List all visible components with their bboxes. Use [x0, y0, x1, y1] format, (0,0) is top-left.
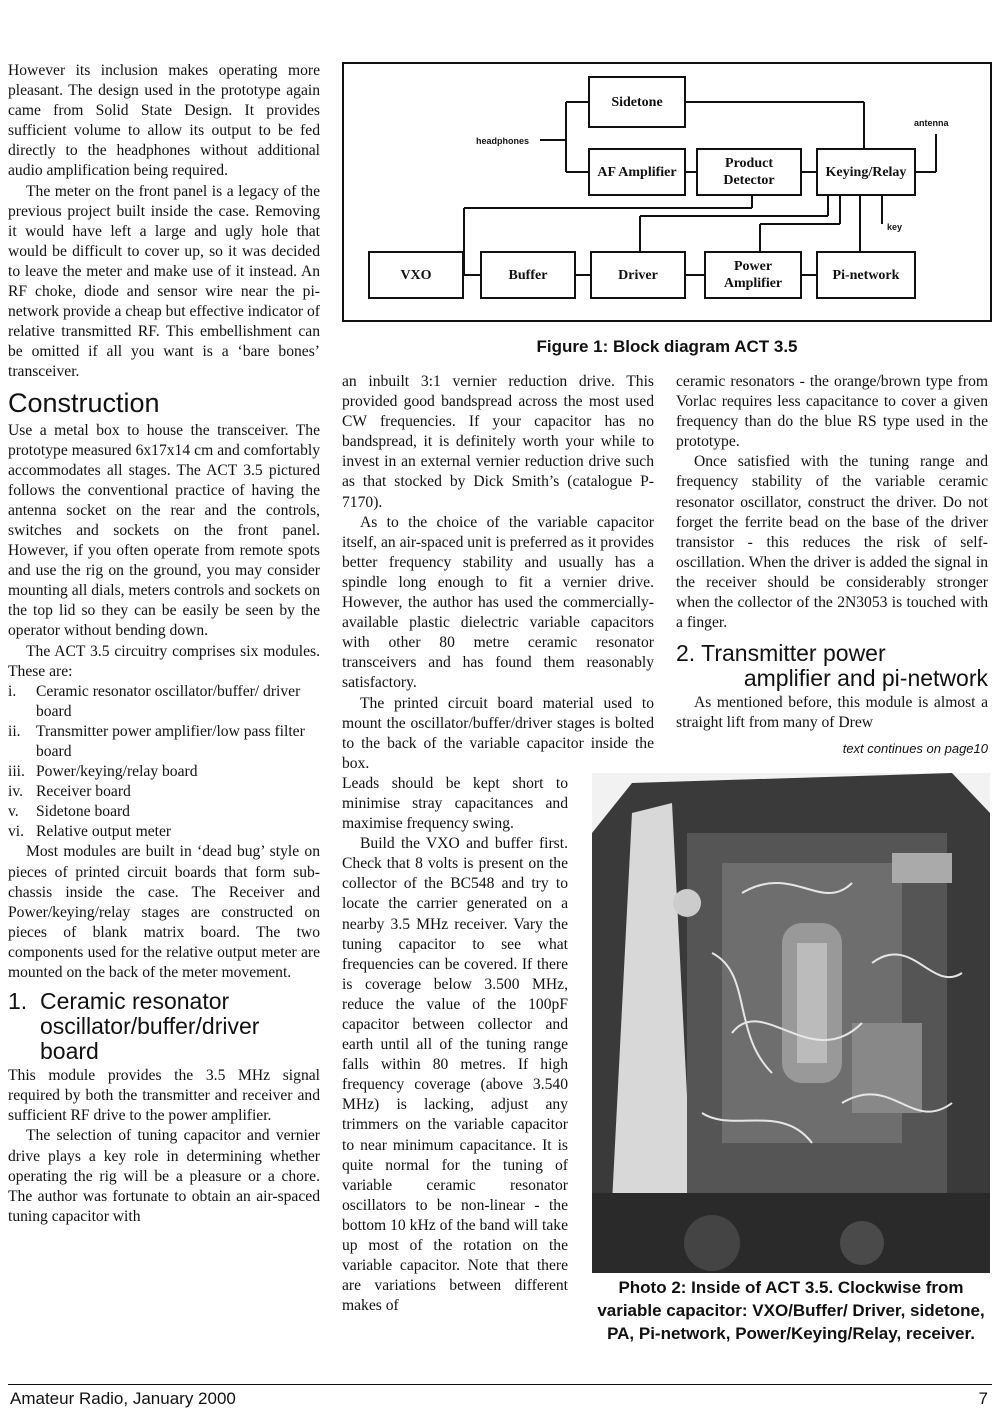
list-item	[8, 782, 320, 802]
heading-line: Ceramic resonator	[40, 988, 230, 1015]
paragraph: ceramic resonators - the orange/brown type from Vorlac requires less capacitance to cover a given frequency than do the blue RS type used in the prototype.	[676, 373, 988, 451]
photo-caption: Photo 2: Inside of ACT 3.5. Clockwise from variable capacitor: VXO/Buffer/ Driver, sidetone, PA, Pi-network, Power/Keying/Relay, receiver.	[597, 1278, 985, 1343]
block-buffer: Buffer	[480, 251, 576, 299]
list-text: Sidetone board	[36, 803, 130, 821]
footer-rule	[8, 1384, 992, 1385]
list-text: Relative output meter	[36, 823, 172, 841]
paragraph: Once satisfied with the tuning range and frequency stability of the variable ceramic resonator oscillator, construct the driver. Do not forget the ferrite bead on the base of the driver transistor - this reduces the risk of self-oscillation. When the driver is added the signal in the receiver should be considerably stronger when the collector of the 2N3053 is touched with a finger.	[676, 453, 988, 632]
label-headphones: headphones	[476, 136, 530, 146]
paragraph: The meter on the front panel is a legacy of the previous project built inside the case. Removing it would have left a large and ugly hole that would be difficult to cover up, so it was decided to leave the meter and make use of it instead. An RF choke, diode and sensor wire near the pi-network provide a cheap but effective indicator of relative transmitted RF. This embellishment can be omitted if all you want is a ‘bare bones’ transceiver.	[8, 182, 320, 381]
paragraph: However its inclusion makes operating more pleasant. The design used in the prototype again came from Solid State Design. It provides sufficient volume to allow its output to be fed directly to the headphones without additional audio amplification being required.	[8, 62, 320, 180]
continuation-note: text continues on page10	[842, 741, 988, 757]
list-number: ii.	[8, 722, 21, 740]
list-item	[8, 762, 320, 782]
list-text: Power/keying/relay board	[36, 763, 198, 781]
column-3	[676, 372, 988, 760]
transceiver-interior-photo	[592, 773, 990, 1273]
block-vxo: VXO	[368, 251, 464, 299]
paragraph: Most modules are built in ‘dead bug’ style on pieces of printed circuit boards that form sub-chassis inside the case. The Receiver and Power/keying/relay stages are constructed on pieces of blank matrix board. The two components used for the relative output meter are mounted on the back of the meter movement.	[8, 843, 320, 982]
list-text: Receiver board	[36, 783, 131, 801]
paragraph: The ACT 3.5 circuitry comprises six modules. These are:	[8, 642, 320, 680]
list-text: Ceramic resonator oscillator/buffer/ driver board	[36, 682, 301, 720]
heading-section-1	[8, 989, 320, 1064]
heading-number: 1.	[8, 988, 28, 1015]
heading-section-2	[676, 641, 988, 691]
heading-line: 2. Transmitter power	[676, 640, 886, 667]
heading-construction: Construction	[8, 387, 160, 418]
paragraph: Leads should be kept short to minimise stray capacitances and maximise frequency swing.	[342, 774, 568, 833]
block-diagram	[342, 62, 992, 322]
page-number: 7	[978, 1389, 988, 1408]
block-product-detector: Product Detector	[696, 148, 802, 196]
block-driver: Driver	[590, 251, 686, 299]
photo-illustration	[592, 773, 990, 1273]
paragraph: As mentioned before, this module is almost a straight lift from many of Drew	[676, 694, 988, 732]
module-list	[8, 682, 320, 843]
footer-publication: Amateur Radio, January 2000	[10, 1389, 236, 1408]
list-item	[8, 682, 320, 722]
label-key: key	[887, 222, 903, 232]
list-item	[8, 722, 320, 762]
paragraph: This module provides the 3.5 MHz signal required by both the transmitter and receiver and sufficient RF drive to the power amplifier.	[8, 1067, 320, 1125]
list-number: iii.	[8, 763, 25, 781]
block-keying-relay: Keying/Relay	[816, 148, 916, 196]
figure-caption: Figure 1: Block diagram ACT 3.5	[536, 337, 798, 356]
list-item	[8, 822, 320, 842]
label-antenna: antenna	[914, 118, 949, 128]
column-1	[8, 61, 320, 1227]
paragraph: an inbuilt 3:1 vernier reduction drive. This provided good bandspread across the most used CW frequencies. If your capacitor has no bandspread, it is definitely worth your while to invest in an external vernier reduction drive such as that stocked by Dick Smith’s (catalogue P-7170).	[342, 373, 654, 511]
list-text: Transmitter power amplifier/low pass filter board	[36, 722, 305, 760]
list-number: iv.	[8, 783, 24, 801]
list-number: v.	[8, 803, 19, 821]
block-af-amplifier: AF Amplifier	[588, 148, 686, 196]
paragraph: As to the choice of the variable capacitor itself, an air-spaced unit is preferred as it provides better frequency stability and usually has a spindle long enough to fit a vernier drive. However, the author has used the commercially-available plastic dielectric variable capacitors with other 80 metre ceramic resonator transceivers and has found them reasonably satisfactory.	[342, 513, 654, 692]
list-number: vi.	[8, 823, 25, 841]
block-power-amplifier: Power Amplifier	[704, 251, 802, 299]
paragraph: Build the VXO and buffer first. Check that 8 volts is present on the collector of the BC548 and try to locate the carrier generated on a nearby 3.5 MHz receiver. Vary the tuning capacitor to see what frequencies can be covered. If there is coverage below 3.500 MHz, reduce the value of the 100pF capacitor between collector and earth until all of the tuning range falls within 80 metres. If high frequency coverage (above 3.540 MHz) is lacking, adjust any trimmers on the variable capacitor to near minimum capacitance. It is quite normal for the tuning of variable ceramic resonator oscillators to be non-linear - the bottom 10 kHz of the band will take up most of the rotation on the variable capacitor. Note that there are variations between different makes of	[342, 835, 568, 1315]
heading-line: oscillator/buffer/driver	[40, 1013, 260, 1040]
paragraph: The printed circuit board material used to mount the oscillator/buffer/driver stages is bolted to the back of the variable capacitor inside the box.	[342, 694, 654, 772]
block-pi-network: Pi-network	[816, 251, 916, 299]
paragraph: Use a metal box to house the transceiver. The prototype measured 6x17x14 cm and comfortably accommodates all stages. The ACT 3.5 pictured follows the conventional practice of having the antenna socket on the rear and the controls, switches and sockets on the front panel. However, if you often operate from remote spots and use the rig on the ground, you may consider mounting all dials, meters controls and sockets on the top lid so they can be easily be seen by the operator without bending down.	[8, 421, 320, 640]
list-number: i.	[8, 682, 17, 700]
heading-line: amplifier and pi-network	[743, 665, 988, 692]
heading-line: board	[40, 1038, 99, 1065]
paragraph: The selection of tuning capacitor and vernier drive plays a key role in determining whether operating the rig will be a pleasure or a chore. The author was fortunate to obtain an air-spaced tuning capacitor with	[8, 1127, 320, 1225]
list-item	[8, 802, 320, 822]
block-sidetone: Sidetone	[588, 76, 686, 128]
